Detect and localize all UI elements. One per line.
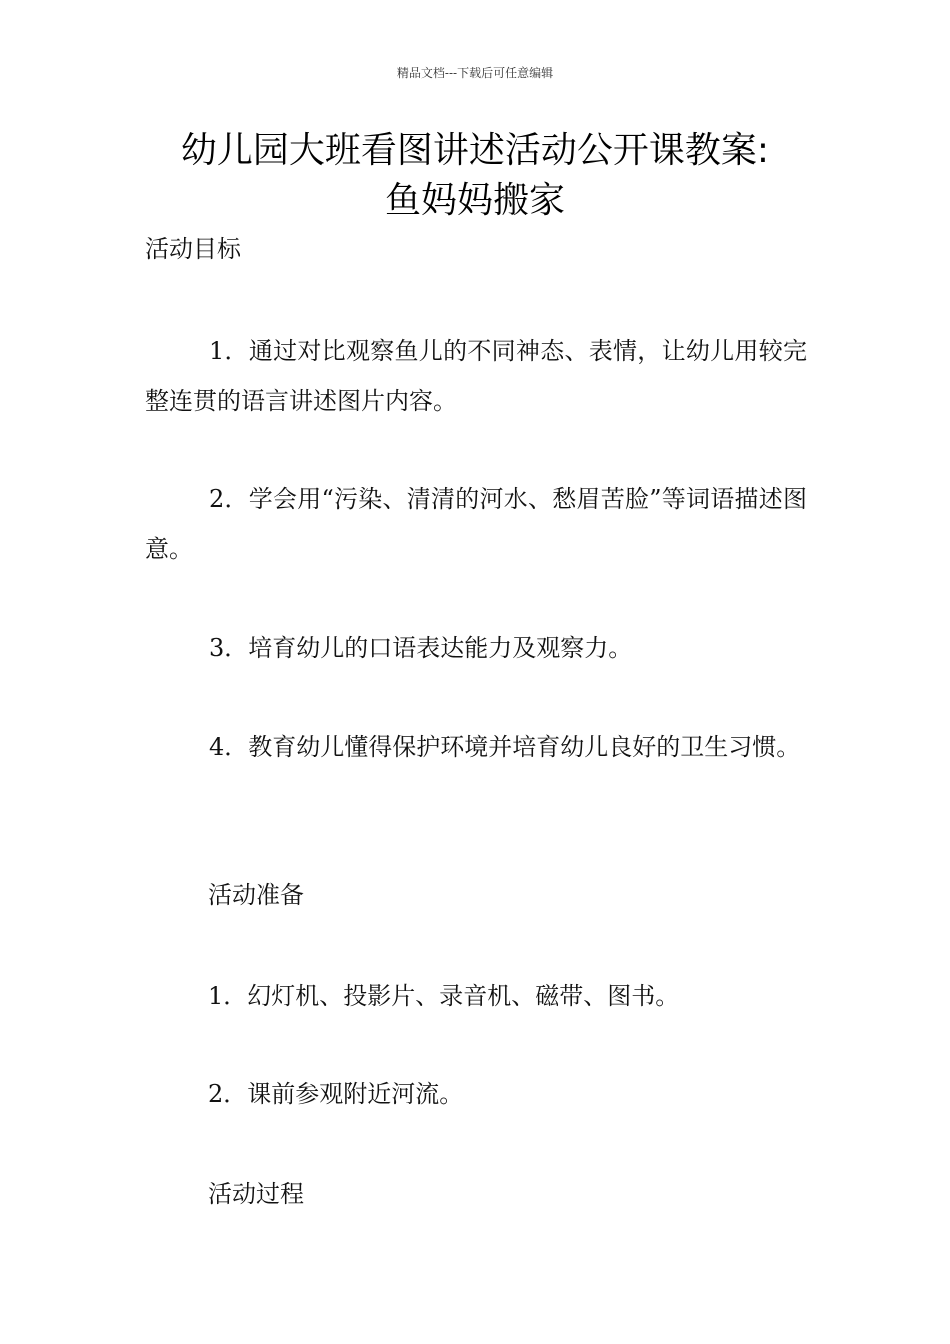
page-header: 精品文档---下载后可任意编辑 <box>396 66 554 80</box>
goal-item-2: 2．学会用“污染、清清的河水、愁眉苦脸”等词语描述图意。 <box>145 485 807 563</box>
document-title <box>100 126 850 226</box>
preparation-item-1: 1．幻灯机、投影片、录音机、磁带、图书。 <box>208 982 680 1010</box>
title-line-1: 幼儿园大班看图讲述活动公开课教案: <box>180 130 770 171</box>
goal-item-1: 1．通过对比观察鱼儿的不同神态、表情，让幼儿用较完整连贯的语言讲述图片内容。 <box>145 337 807 415</box>
section-heading-process: 活动过程 <box>208 1180 304 1208</box>
section-heading-preparation: 活动准备 <box>208 881 304 909</box>
goal-item-4: 4．教育幼儿懂得保护环境并培育幼儿良好的卫生习惯。 <box>209 733 801 761</box>
section-heading-goals: 活动目标 <box>145 235 241 263</box>
goal-item-3: 3．培育幼儿的口语表达能力及观察力。 <box>209 634 633 662</box>
preparation-item-2: 2．课前参观附近河流。 <box>208 1080 464 1108</box>
title-line-2: 鱼妈妈搬家 <box>384 180 565 221</box>
